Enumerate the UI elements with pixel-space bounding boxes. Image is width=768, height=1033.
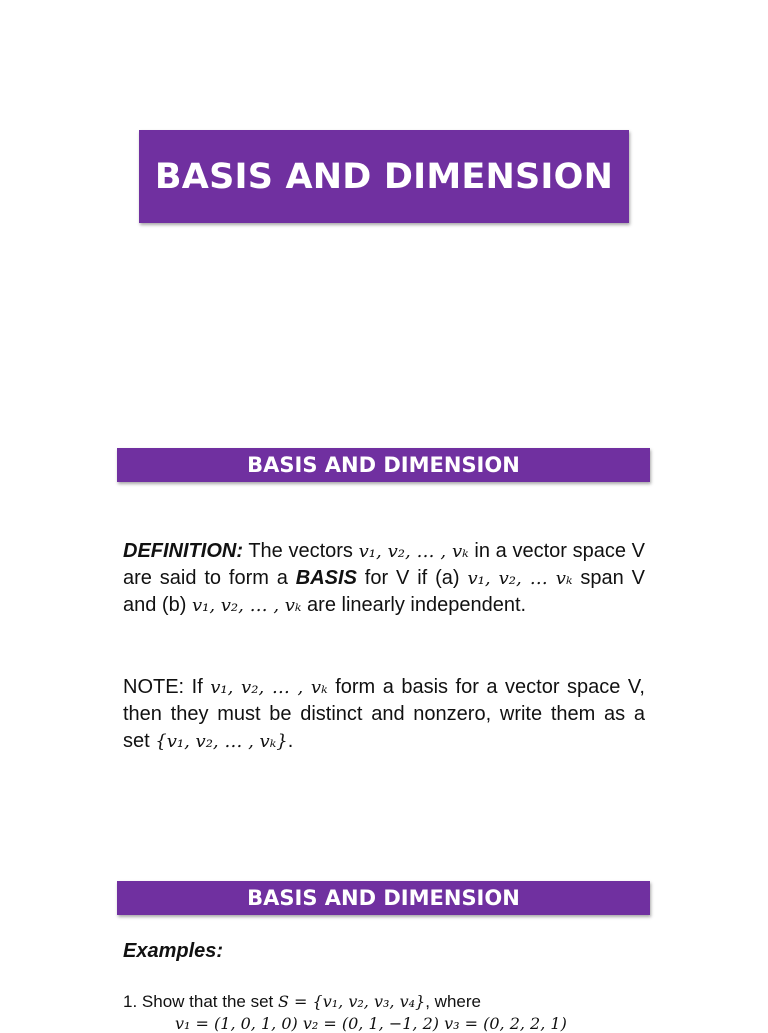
- example-1-suffix: , where: [425, 992, 481, 1011]
- note-text-1: NOTE: If: [123, 676, 211, 698]
- vector-list: v₁, v₂, … , vₖ: [358, 541, 469, 562]
- definition-paragraph: [123, 538, 645, 619]
- note-set: {v₁, v₂, … , vₖ}: [155, 731, 288, 752]
- note-vector-list: v₁, v₂, … , vₖ: [210, 677, 328, 698]
- example-1-vectors: v₁ = (1, 0, 1, 0) v₂ = (0, 1, −1, 2) v₃ = (0, 2, 2, 1): [175, 1014, 567, 1033]
- slide-title: BASIS AND DIMENSION: [139, 130, 629, 223]
- section-header-2: BASIS AND DIMENSION: [117, 881, 650, 915]
- basis-term: BASIS: [295, 567, 357, 589]
- section-header-1: BASIS AND DIMENSION: [117, 448, 650, 482]
- definition-text-2: in a vector space V are said to form a: [123, 540, 645, 589]
- definition-label: DEFINITION:: [123, 540, 243, 562]
- vector-list-a: v₁, v₂, … vₖ: [467, 568, 573, 589]
- example-1-set: S = {v₁, v₂, v₃, v₄}: [277, 992, 426, 1011]
- definition-text-4: span V and (b): [123, 567, 645, 616]
- definition-text-3: for V if (a): [356, 567, 468, 589]
- definition-text-1: The vectors: [243, 540, 359, 562]
- example-item-1: [123, 990, 683, 1014]
- note-paragraph: [123, 674, 645, 755]
- example-1-prefix: 1. Show that the set: [123, 992, 278, 1011]
- definition-text-5: are linearly independent.: [301, 594, 527, 616]
- examples-label: Examples:: [123, 940, 224, 962]
- vector-list-b: v₁, v₂, … , vₖ: [191, 595, 302, 616]
- note-text-3: .: [287, 730, 294, 752]
- note-text-2: form a basis for a vector space V, then they must be distinct and nonzero, write them as a set: [123, 676, 645, 752]
